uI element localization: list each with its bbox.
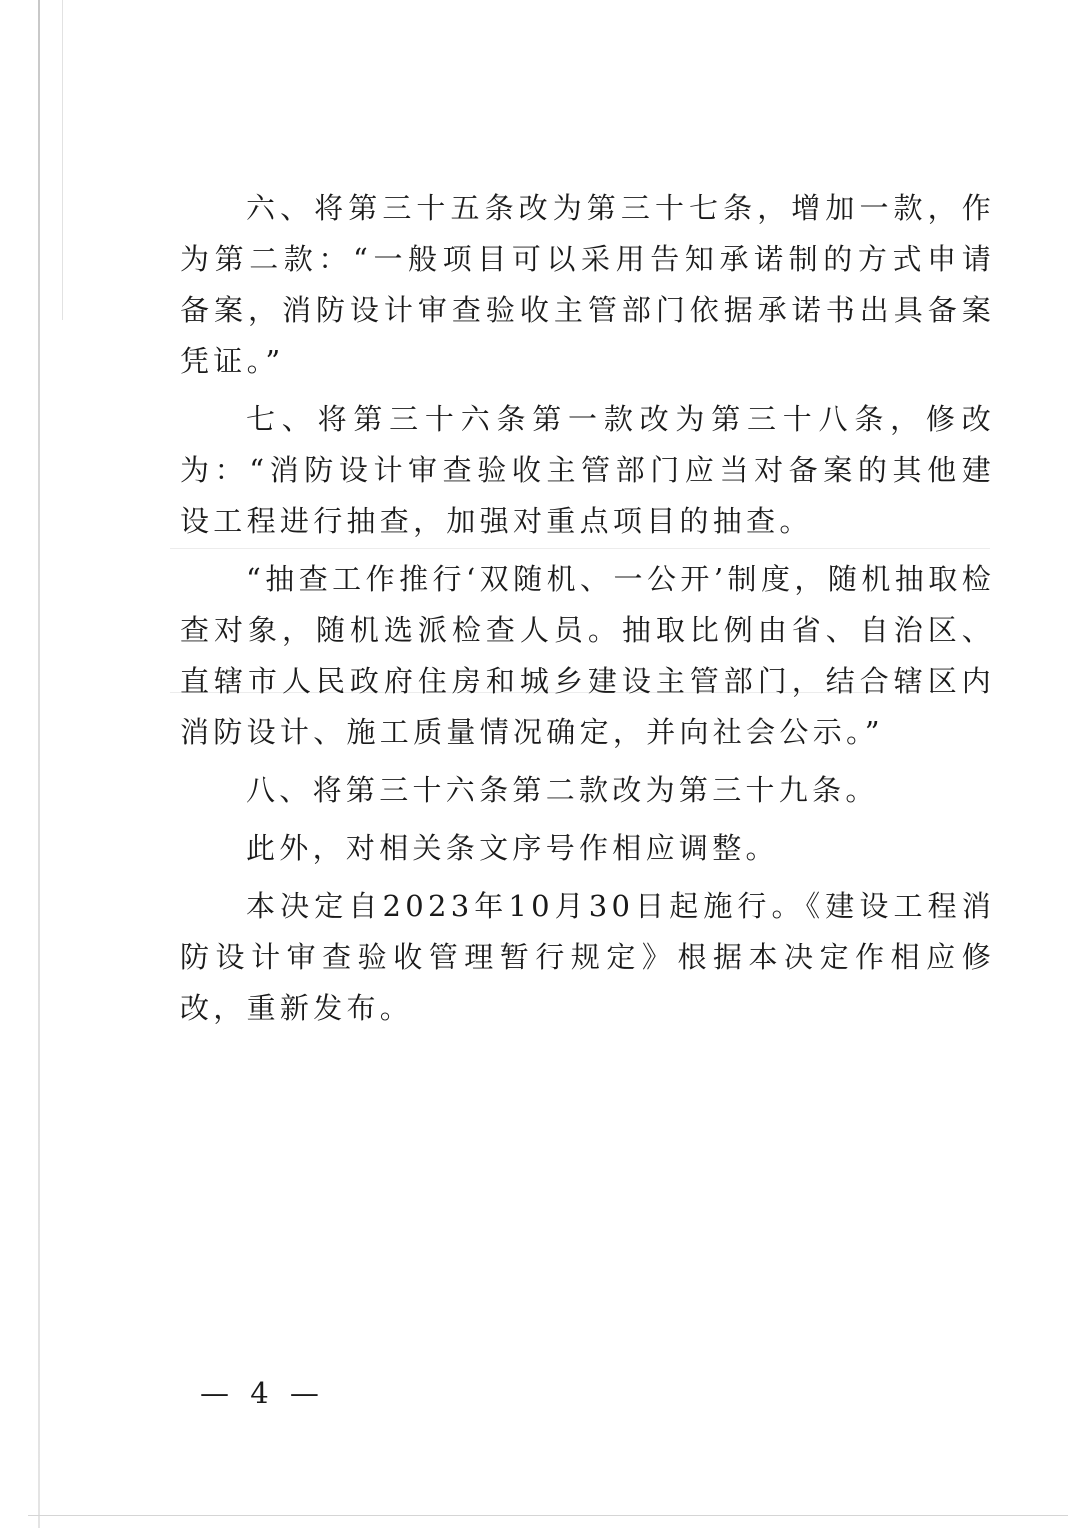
scan-edge-bottom — [28, 1515, 1068, 1516]
paragraph-renumbering: 此外，对相关条文序号作相应调整。 — [246, 831, 779, 865]
paragraph-article-7: 七、将第三十六条第一款改为第三十八条，修改为：“消防设计审查验收主管部门应当对备案的其他建设工程进行抽查，加强对重点项目的抽查。 — [180, 402, 995, 538]
paragraph-effective-date: 本决定自2023年10月30日起施行。《建设工程消防设计审查验收管理暂行规定》根据本决定作相应修改，重新发布。 — [180, 889, 995, 1025]
paragraph-article-6: 六、将第三十五条改为第三十七条，增加一款，作为第二款：“一般项目可以采用告知承诺制的方式申请备案，消防设计审查验收主管部门依据承诺书出具备案凭证。” — [180, 191, 995, 378]
scan-edge-left — [38, 0, 40, 1528]
document-body — [180, 183, 995, 1041]
scan-edge-left-secondary — [62, 0, 63, 320]
paragraph-spot-check: “抽查工作推行‘双随机、一公开’制度，随机抽取检查对象，随机选派检查人员。抽取比例由省、自治区、直辖市人民政府住房和城乡建设主管部门，结合辖区内消防设计、施工质量情况确定，并向社会公示。” — [180, 562, 995, 749]
paragraph-article-8: 八、将第三十六条第二款改为第三十九条。 — [246, 773, 879, 807]
page-number: — 4 — — [200, 1376, 325, 1410]
